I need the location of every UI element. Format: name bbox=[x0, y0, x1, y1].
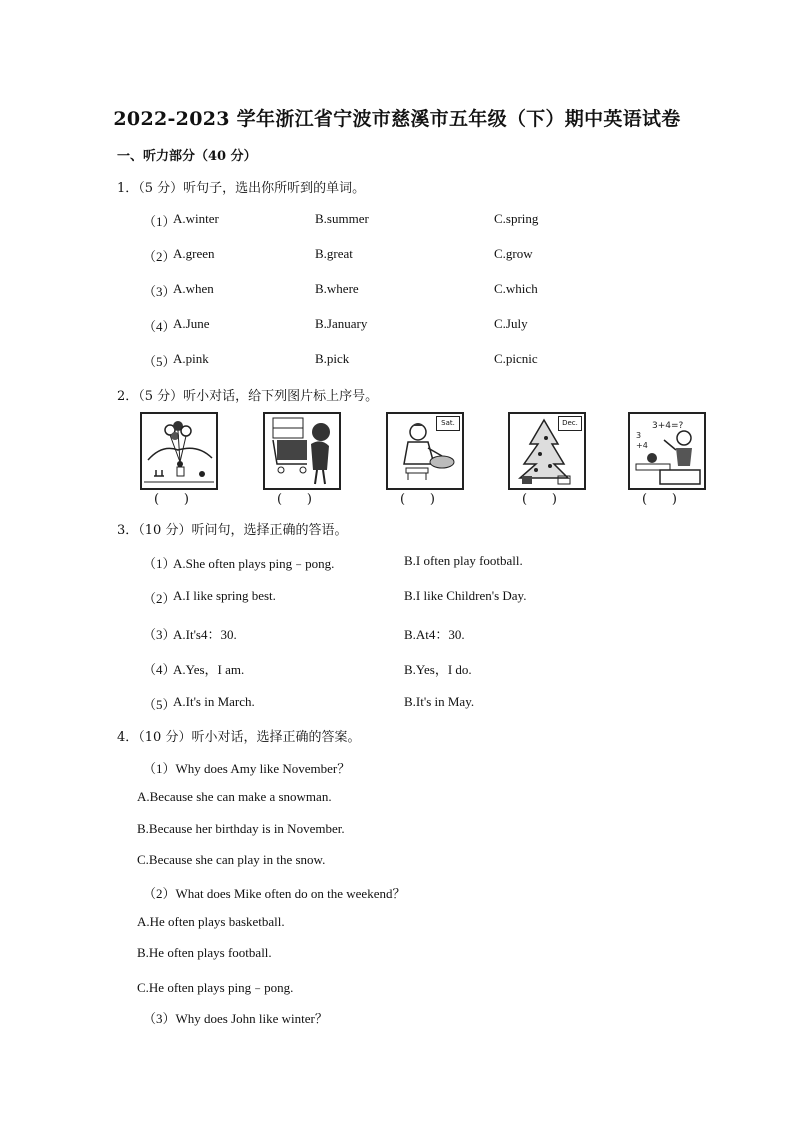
option-b: B.summer bbox=[315, 211, 369, 226]
option-a: A.when bbox=[173, 281, 214, 296]
row-number: （2） bbox=[143, 591, 176, 606]
question-4-1-option-a: A.Because she can make a snowman. bbox=[137, 789, 332, 804]
page-title: 2022-2023 学年浙江省宁波市慈溪市五年级（下）期中英语试卷 bbox=[113, 108, 681, 130]
row-number: （4） bbox=[143, 319, 176, 334]
svg-text:3: 3 bbox=[636, 431, 642, 440]
section-heading-listening: 一、听力部分（40 分） bbox=[117, 149, 257, 164]
question-4-2-option-b: B.He often plays football. bbox=[137, 945, 272, 960]
picture-row bbox=[138, 412, 708, 512]
option-a: A.It's in March. bbox=[173, 694, 255, 709]
option-a: A.She often plays ping﹣pong. bbox=[173, 556, 335, 571]
answer-blank-3[interactable]: ( ) bbox=[400, 492, 435, 507]
answer-blank-2[interactable]: ( ) bbox=[277, 492, 312, 507]
option-a: A.It's4：30. bbox=[173, 627, 237, 642]
picture-5 bbox=[628, 412, 706, 490]
question-4-2-option-c: C.He often plays ping﹣pong. bbox=[137, 980, 294, 995]
picture-1 bbox=[140, 412, 218, 490]
option-b: B.great bbox=[315, 246, 353, 261]
answer-blank-5[interactable]: ( ) bbox=[642, 492, 677, 507]
option-a: A.green bbox=[173, 246, 215, 261]
option-b: B.At4：30. bbox=[404, 627, 465, 642]
balloons-picnic-icon bbox=[142, 414, 216, 488]
calendar-label: Sat. bbox=[436, 416, 460, 431]
question-4-1-option-c: C.Because she can play in the snow. bbox=[137, 852, 326, 867]
question-4-2-prompt: （2）What does Mike often do on the weekend？ bbox=[143, 886, 406, 901]
row-number: （2） bbox=[143, 249, 176, 264]
teacher-blackboard-icon bbox=[630, 414, 704, 488]
option-c: C.grow bbox=[494, 246, 533, 261]
row-number: （5） bbox=[143, 697, 176, 712]
row-number: （5） bbox=[143, 354, 176, 369]
option-a: A.June bbox=[173, 316, 210, 331]
calendar-label: Dec. bbox=[558, 416, 582, 431]
question-2-stem: 2．（5 分）听小对话，给下列图片标上序号。 bbox=[117, 389, 379, 404]
question-4-1-prompt: （1）Why does Amy like November？ bbox=[143, 761, 351, 776]
option-b: B.It's in May. bbox=[404, 694, 475, 709]
question-1-stem: 1．（5 分）听句子，选出你所听到的单词。 bbox=[117, 181, 366, 196]
option-b: B.where bbox=[315, 281, 359, 296]
option-b: B.I like Children's Day. bbox=[404, 588, 527, 603]
option-b: B.I often play football. bbox=[404, 553, 523, 568]
question-4-3-prompt: （3）Why does John like winter？ bbox=[143, 1011, 328, 1026]
svg-text:+4: +4 bbox=[636, 441, 648, 450]
option-b: B.January bbox=[315, 316, 368, 331]
row-number: （1） bbox=[143, 556, 176, 571]
option-b: B.Yes，I do. bbox=[404, 662, 472, 677]
answer-blank-4[interactable]: ( ) bbox=[522, 492, 557, 507]
option-a: A.pink bbox=[173, 351, 209, 366]
row-number: （3） bbox=[143, 284, 176, 299]
answer-blank-1[interactable]: ( ) bbox=[154, 492, 189, 507]
question-3-stem: 3．（10 分）听问句，选择正确的答语。 bbox=[117, 523, 348, 538]
question-4-1-option-b: B.Because her birthday is in November. bbox=[137, 821, 345, 836]
picture-3 bbox=[386, 412, 464, 490]
option-a: A.Yes，I am. bbox=[173, 662, 245, 677]
option-c: C.which bbox=[494, 281, 538, 296]
question-4-2-option-a: A.He often plays basketball. bbox=[137, 914, 285, 929]
picture-4 bbox=[508, 412, 586, 490]
option-a: A.I like spring best. bbox=[173, 588, 276, 603]
option-b: B.pick bbox=[315, 351, 350, 366]
option-a: A.winter bbox=[173, 211, 219, 226]
row-number: （4） bbox=[143, 662, 176, 677]
option-c: C.spring bbox=[494, 211, 539, 226]
question-4-stem: 4．（10 分）听小对话，选择正确的答案。 bbox=[117, 730, 361, 745]
picture-2 bbox=[263, 412, 341, 490]
blackboard-text: 3+4=? bbox=[652, 421, 684, 431]
shopping-cart-icon bbox=[265, 414, 339, 488]
option-c: C.picnic bbox=[494, 351, 538, 366]
row-number: （3） bbox=[143, 627, 176, 642]
option-c: C.July bbox=[494, 316, 528, 331]
row-number: （1） bbox=[143, 214, 176, 229]
